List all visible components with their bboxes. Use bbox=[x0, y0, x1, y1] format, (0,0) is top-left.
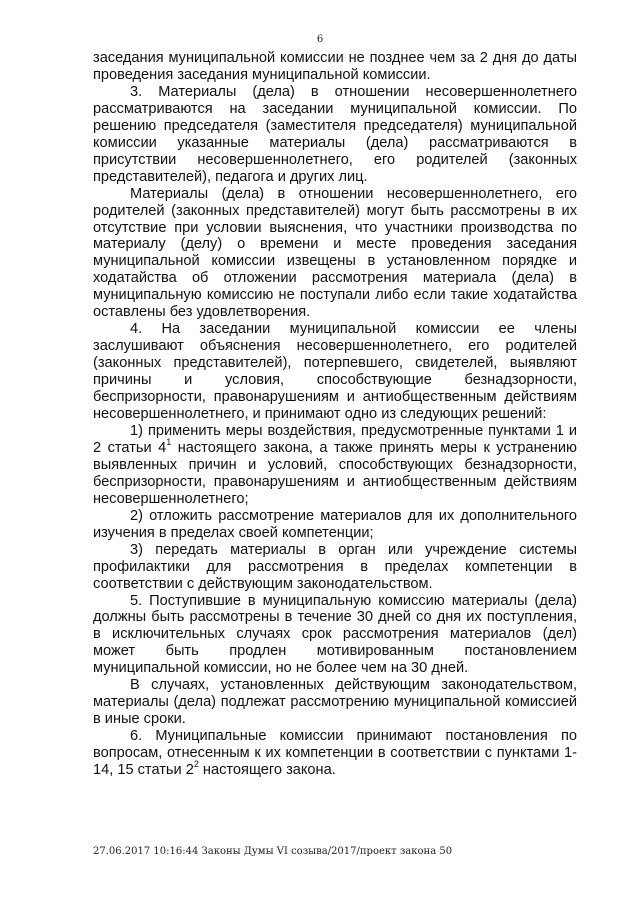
text-segment: настоящего закона, а также принять меры к устранению выявленных причин и условий, способствующих безнадзорности, беспризорности, правонарушениям и антиобщественным действиям несовершеннолетнего; bbox=[93, 439, 577, 507]
text-segment: 1) применить меры воздействия, предусмотренные пунктами 1 и 2 статьи 4 bbox=[93, 422, 577, 456]
text-segment: Материалы (дела) в отношении несовершеннолетнего, его родителей (законных представителей) могут быть рассмотрены в их отсутствие при условии выяснения, что участники производства по материалу (делу) о времени и месте проведения заседания муниципальной комиссии извещены в установленном порядке и ходатайства об отложении рассмотрения материала (дела) в муниципальную комиссию не поступали либо если такие ходатайства оставлены без удовлетворения. bbox=[93, 185, 577, 321]
paragraph-p2 bbox=[93, 186, 577, 322]
text-segment: заседания муниципальной комиссии не позднее чем за 2 дня до даты проведения заседания муниципальной комиссии. bbox=[93, 50, 577, 83]
paragraph-p7 bbox=[93, 593, 577, 678]
paragraph-p6 bbox=[93, 542, 577, 593]
paragraph-p0 bbox=[93, 50, 577, 84]
superscript: 1 bbox=[166, 437, 172, 448]
text-segment: настоящего закона. bbox=[198, 762, 336, 779]
text-segment: 2) отложить рассмотрение материалов для их дополнительного изучения в пределах своей компетенции; bbox=[93, 507, 577, 541]
superscript: 2 bbox=[193, 759, 199, 770]
text-segment: 3) передать материалы в орган или учреждение системы профилактики для рассмотрения в пределах компетенции в соответствии с действующим законодательством. bbox=[93, 541, 577, 592]
document-body bbox=[93, 50, 577, 779]
page-number: 6 bbox=[316, 34, 324, 45]
text-segment: 6. Муниципальные комиссии принимают постановления по вопросам, отнесенным к их компетенции в соответствии с пунктами 1-14, 15 статьи 2 bbox=[93, 728, 577, 779]
text-segment: В случаях, установленных действующим законодательством, материалы (дела) подлежат рассмотрению муниципальной комиссией в иные сроки. bbox=[93, 677, 577, 728]
paragraph-p5 bbox=[93, 508, 577, 542]
text-segment: 3. Материалы (дела) в отношении несовершеннолетнего рассматриваются на заседании муниципальной комиссии. По решению председателя (заместителя председателя) муниципальной комиссии указанные материалы (дела) рассматриваются в присутствии несовершеннолетнего, его родителей (законных представителей), педагога и других лиц. bbox=[93, 83, 577, 185]
paragraph-p4 bbox=[93, 423, 577, 508]
paragraph-p9 bbox=[93, 728, 577, 779]
text-segment: 4. На заседании муниципальной комиссии ее члены заслушивают объяснения несовершеннолетнего, его родителей (законных представителей), потерпевшего, свидетелей, выявляют причины и условия, способствующие безнадзорности, беспризорности, правонарушениям и антиобщественным действиям несовершеннолетнего, и принимают одно из следующих решений: bbox=[93, 321, 577, 423]
paragraph-p8 bbox=[93, 677, 577, 728]
paragraph-p1 bbox=[93, 84, 577, 186]
footer-stamp: 27.06.2017 10:16:44 Законы Думы VI созыва/2017/проект закона 50 bbox=[93, 846, 453, 857]
text-segment: 5. Поступившие в муниципальную комиссию материалы (дела) должны быть рассмотрены в течение 30 дней со дня их поступления, в исключительных случаях срок рассмотрения материалов (дел) может быть продлен мотивированным постановлением муниципальной комиссии, но не более чем на 30 дней. bbox=[93, 592, 577, 677]
paragraph-p3 bbox=[93, 321, 577, 423]
